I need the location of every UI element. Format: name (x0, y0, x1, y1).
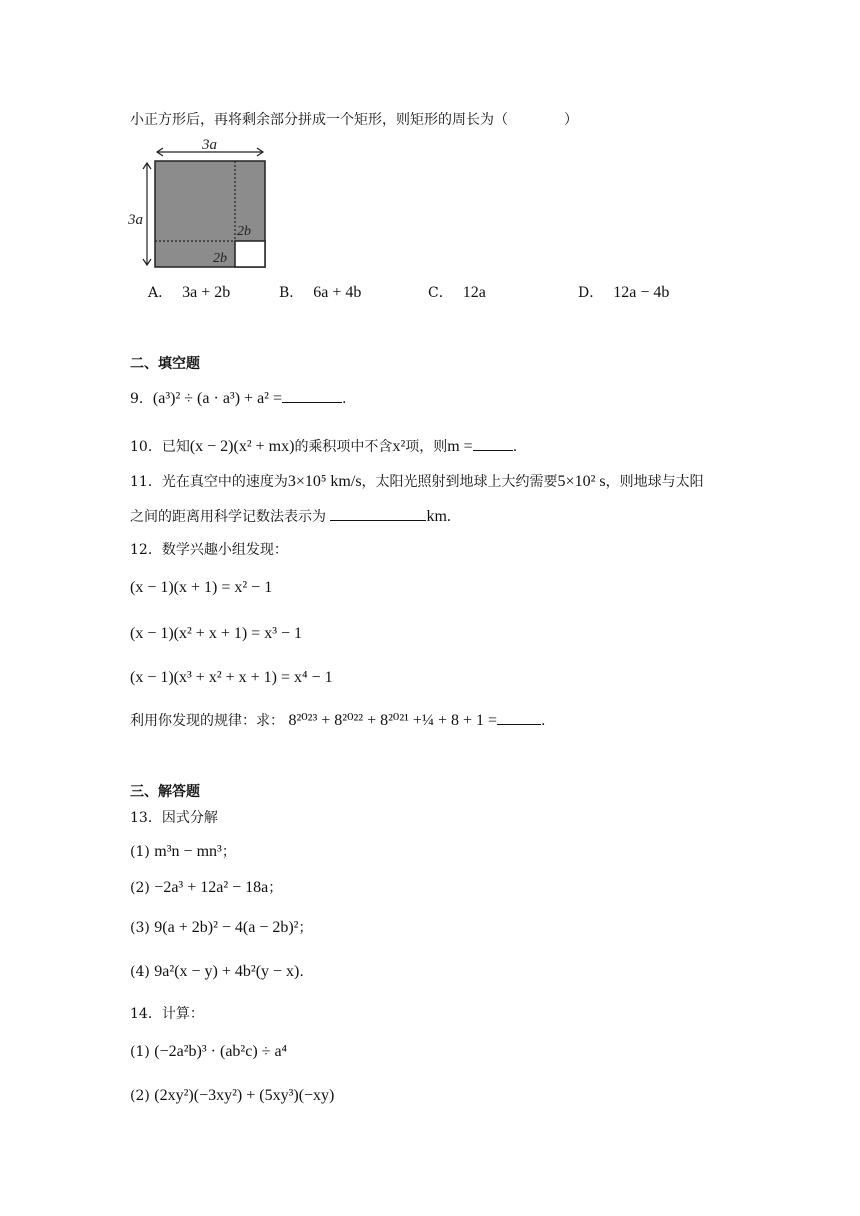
q13-item-3 (130, 918, 312, 938)
q14-item-2 (130, 1086, 334, 1106)
q12-expression: 8²⁰²³ + 8²⁰²² + 8²⁰²¹ +¼ + 8 + 1 = (288, 712, 498, 729)
label-left: 3a (128, 212, 143, 228)
question-11-line-2 (130, 506, 451, 527)
q9-number: 9． (130, 391, 153, 407)
q12-intro-text: 数学兴趣小组发现： (161, 542, 288, 558)
q14-item-1 (130, 1042, 287, 1062)
q12-equation-2: (x − 1)(x² + x + 1) = x³ − 1 (130, 625, 303, 642)
question-10: 10．已知(x − 2)(x² + mx)的乘积项中不含x²项，则m = . (130, 438, 518, 455)
q13-item-4-number: (4) (130, 964, 150, 980)
q14-item-2-expression: (2xy²)(−3xy²) + (5xy³)(−xy) (154, 1087, 335, 1104)
q11-answer-blank[interactable] (330, 506, 426, 521)
option-d-value: 12a − 4b (613, 284, 670, 301)
q14-item-1-expression: (−2a²b)³ · (ab²c) ÷ a⁴ (154, 1043, 288, 1060)
option-a-label: A． (148, 285, 173, 301)
q14-title: 14．计算： (130, 1006, 204, 1022)
label-inner-bottom: 2b (213, 251, 227, 266)
q10-expression: (x − 2)(x² + mx) (189, 438, 295, 455)
q13-item-2-end: ； (268, 880, 283, 896)
option-c[interactable] (428, 282, 486, 302)
option-d[interactable] (578, 282, 669, 302)
question-9: 9．(a³)² ÷ (a · a³) + a² = . (130, 390, 347, 407)
q12-equation-3: (x − 1)(x³ + x² + x + 1) = x⁴ − 1 (130, 669, 333, 686)
q13-item-1-expression: m³n − mn³ (154, 843, 222, 860)
q13-item-1-end: ； (221, 844, 236, 860)
q11-text-c: ，则地球与太阳 (605, 474, 704, 490)
q11-speed: 3×10⁵ km/s (287, 473, 362, 490)
q11-text-d: 之间的距离用科学记数法表示为 (130, 509, 326, 525)
q9-answer-blank[interactable] (282, 388, 342, 403)
q13-title: 13．因式分解 (130, 810, 218, 826)
q13-item-3-expression: 9(a + 2b)² − 4(a − 2b)² (154, 919, 299, 936)
section-heading-solve: 三、解答题 (130, 784, 200, 800)
q12-task: 利用你发现的规律：求： 8²⁰²³ + 8²⁰²² + 8²⁰²¹ +¼ + 8 + 1 = . (130, 712, 546, 729)
q11-time: 5×10² s (557, 473, 606, 490)
q13-item-1-number: (1) (130, 844, 150, 860)
option-a-value: 3a + 2b (182, 284, 231, 301)
label-inner-right: 2b (237, 224, 251, 239)
q12-answer-blank[interactable] (497, 710, 541, 725)
q13-item-1 (130, 842, 236, 862)
q14-item-2-number: (2) (130, 1088, 150, 1104)
question-11-line-1 (130, 472, 704, 492)
q11-text-a: 光在真空中的速度为 (161, 474, 288, 490)
q12-task-text: 利用你发现的规律：求： (130, 713, 284, 729)
q10-variable: m = (447, 438, 473, 455)
q13-item-2-expression: −2a³ + 12a² − 18a (154, 879, 269, 896)
option-c-label: C． (428, 285, 453, 301)
q13-item-4-expression: 9a²(x − y) + 4b²(y − x) (154, 963, 300, 980)
q9-expression: (a³)² ÷ (a · a³) + a² = (152, 390, 282, 407)
q10-term: x² (392, 438, 406, 455)
q10-number: 10． (130, 439, 162, 455)
q12-equation-1: (x − 1)(x + 1) = x² − 1 (130, 579, 273, 596)
q11-unit: km. (426, 508, 451, 525)
small-square (235, 241, 265, 267)
question-8-stem: 小正方形后，再将剩余部分拼成一个矩形，则矩形的周长为（ ） (130, 112, 578, 128)
q13-item-3-number: (3) (130, 920, 150, 936)
q10-post: 项，则 (405, 439, 448, 455)
option-a[interactable] (148, 282, 230, 302)
option-c-value: 12a (462, 284, 486, 301)
q10-answer-blank[interactable] (473, 436, 513, 451)
label-top: 3a (202, 137, 217, 153)
q10-pre: 已知 (161, 439, 190, 455)
q14-item-1-number: (1) (130, 1044, 150, 1060)
question-12-intro (130, 540, 288, 560)
q13-item-2-number: (2) (130, 880, 150, 896)
q13-item-4-end: . (299, 964, 304, 980)
option-b-label: B． (279, 285, 304, 301)
q11-text-b: ，太阳光照射到地球上大约需要 (361, 474, 558, 490)
option-b[interactable] (279, 282, 361, 302)
q11-number: 11． (130, 474, 162, 490)
q12-number: 12． (130, 542, 162, 558)
square-figure (128, 136, 278, 274)
section-heading-fill-in: 二、填空题 (130, 356, 200, 372)
q13-item-2 (130, 878, 282, 898)
q13-item-4 (130, 962, 304, 982)
q10-mid: 的乘积项中不含 (294, 439, 393, 455)
option-b-value: 6a + 4b (313, 284, 362, 301)
q13-item-3-end: ； (298, 920, 313, 936)
option-d-label: D． (578, 285, 604, 301)
